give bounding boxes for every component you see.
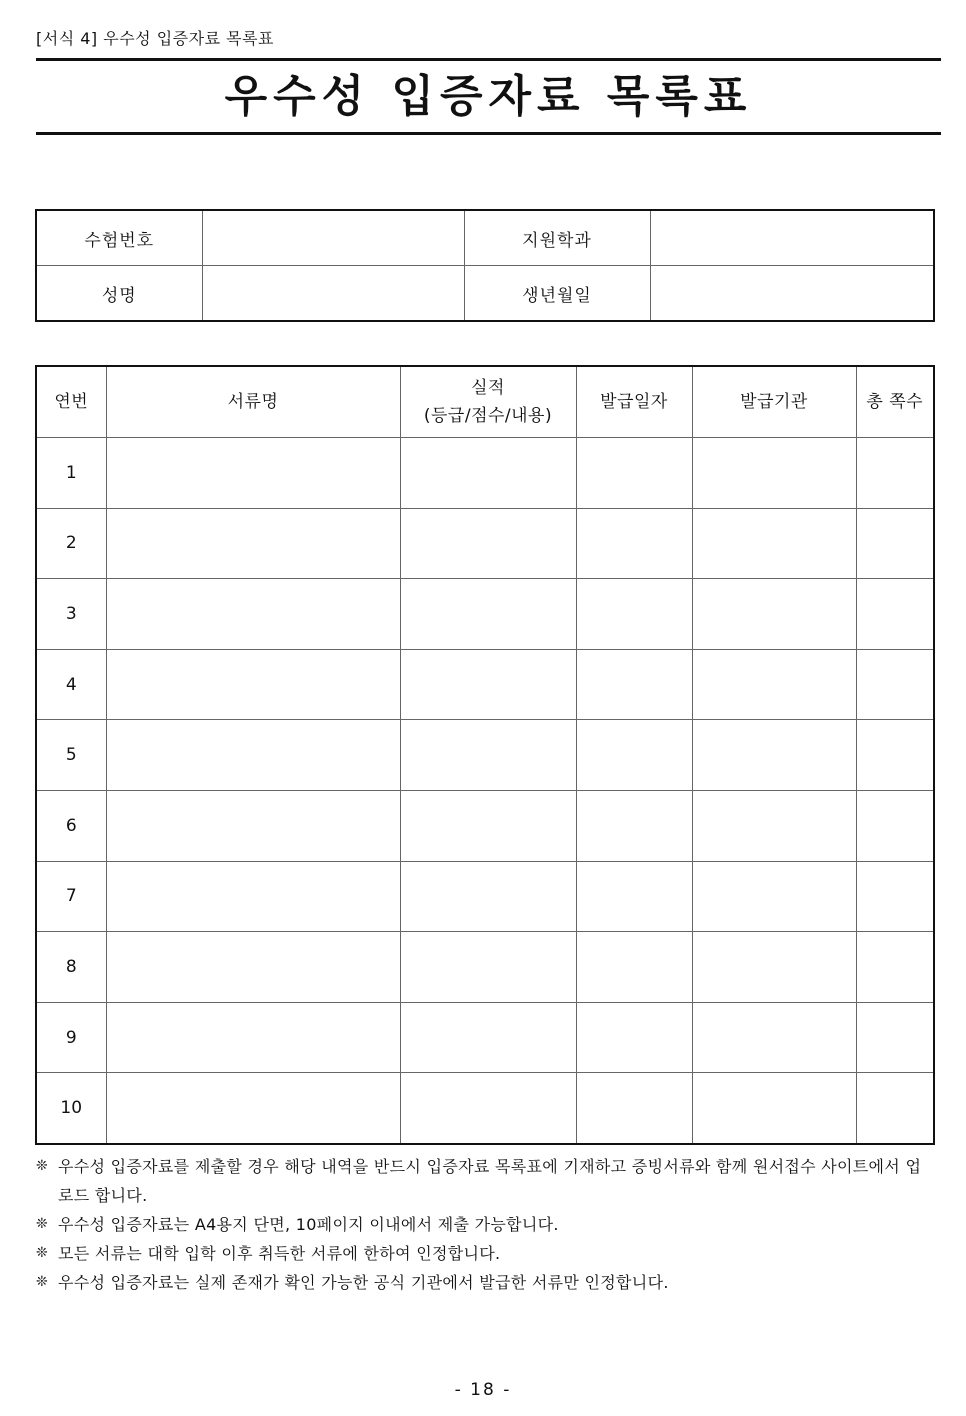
issuer-cell[interactable]	[692, 579, 856, 650]
achievement-cell[interactable]	[400, 579, 576, 650]
document-name-cell[interactable]	[106, 790, 400, 861]
title-bottom-rule	[36, 132, 941, 135]
note-text: 우수성 입증자료는 A4용지 단면, 10페이지 이내에서 제출 가능합니다.	[58, 1215, 559, 1234]
note-text: 우수성 입증자료는 실제 존재가 확인 가능한 공식 기관에서 발급한 서류만 인정합니다.	[58, 1273, 669, 1292]
form-number-label: [서식 4] 우수성 입증자료 목록표	[36, 29, 274, 48]
evidence-header-row	[36, 366, 934, 438]
achievement-cell[interactable]	[400, 861, 576, 932]
note-item	[36, 1210, 936, 1239]
achievement-cell[interactable]	[400, 1002, 576, 1073]
total-pages-cell[interactable]	[856, 579, 934, 650]
issue-date-cell[interactable]	[576, 861, 692, 932]
total-pages-cell[interactable]	[856, 720, 934, 791]
total-pages-cell[interactable]	[856, 438, 934, 509]
reference-mark-icon: ❊	[36, 1216, 49, 1232]
birthdate-field[interactable]	[650, 266, 934, 322]
issuer-cell[interactable]	[692, 1073, 856, 1144]
header-issue-date: 발급일자	[576, 366, 692, 438]
total-pages-cell[interactable]	[856, 1073, 934, 1144]
issue-date-cell[interactable]	[576, 1002, 692, 1073]
page-number: - 18 -	[454, 1380, 512, 1400]
row-number: 7	[36, 861, 106, 932]
row-number: 4	[36, 649, 106, 720]
header-achievement-title: 실적	[471, 378, 505, 398]
header-document-name: 서류명	[106, 366, 400, 438]
evidence-list-table	[35, 365, 935, 1145]
total-pages-cell[interactable]	[856, 932, 934, 1003]
document-name-cell[interactable]	[106, 508, 400, 579]
exam-number-label: 수험번호	[36, 210, 202, 266]
achievement-cell[interactable]	[400, 932, 576, 1003]
document-name-cell[interactable]	[106, 438, 400, 509]
name-field[interactable]	[202, 266, 464, 322]
achievement-cell[interactable]	[400, 1073, 576, 1144]
table-row	[36, 438, 934, 509]
note-item	[36, 1152, 936, 1210]
document-name-cell[interactable]	[106, 932, 400, 1003]
table-row	[36, 861, 934, 932]
reference-mark-icon: ❊	[36, 1158, 49, 1174]
birthdate-label: 생년월일	[464, 266, 650, 322]
achievement-cell[interactable]	[400, 790, 576, 861]
achievement-cell[interactable]	[400, 649, 576, 720]
evidence-table-body	[36, 438, 934, 1144]
issuer-cell[interactable]	[692, 720, 856, 791]
reference-mark-icon: ❊	[36, 1274, 49, 1290]
page-title: 우수성 입증자료 목록표	[224, 71, 753, 122]
table-row	[36, 790, 934, 861]
document-name-cell[interactable]	[106, 579, 400, 650]
achievement-cell[interactable]	[400, 438, 576, 509]
name-label: 성명	[36, 266, 202, 322]
applicant-info-row	[36, 266, 934, 322]
reference-mark-icon: ❊	[36, 1245, 49, 1261]
department-field[interactable]	[650, 210, 934, 266]
issuer-cell[interactable]	[692, 861, 856, 932]
total-pages-cell[interactable]	[856, 1002, 934, 1073]
note-text: 모든 서류는 대학 입학 이후 취득한 서류에 한하여 인정합니다.	[58, 1244, 501, 1263]
title-top-rule	[36, 58, 941, 61]
note-text: 우수성 입증자료를 제출할 경우 해당 내역을 반드시 입증자료 목록표에 기재하고 증빙서류와 함께 원서접수 사이트에서 업로드 합니다.	[58, 1157, 922, 1205]
row-number: 9	[36, 1002, 106, 1073]
document-name-cell[interactable]	[106, 649, 400, 720]
applicant-info-table	[35, 209, 935, 322]
document-name-cell[interactable]	[106, 1073, 400, 1144]
table-row	[36, 932, 934, 1003]
header-issuer: 발급기관	[692, 366, 856, 438]
document-name-cell[interactable]	[106, 861, 400, 932]
table-row	[36, 1002, 934, 1073]
issue-date-cell[interactable]	[576, 649, 692, 720]
issuer-cell[interactable]	[692, 790, 856, 861]
row-number: 3	[36, 579, 106, 650]
row-number: 10	[36, 1073, 106, 1144]
total-pages-cell[interactable]	[856, 861, 934, 932]
document-name-cell[interactable]	[106, 1002, 400, 1073]
issuer-cell[interactable]	[692, 932, 856, 1003]
department-label: 지원학과	[464, 210, 650, 266]
issuer-cell[interactable]	[692, 1002, 856, 1073]
note-item	[36, 1239, 936, 1268]
issuer-cell[interactable]	[692, 438, 856, 509]
header-achievement-detail: (등급/점수/내용)	[423, 406, 553, 426]
table-row	[36, 579, 934, 650]
total-pages-cell[interactable]	[856, 508, 934, 579]
issuer-cell[interactable]	[692, 649, 856, 720]
table-row	[36, 720, 934, 791]
notes-section	[36, 1152, 936, 1297]
document-name-cell[interactable]	[106, 720, 400, 791]
achievement-cell[interactable]	[400, 720, 576, 791]
exam-number-field[interactable]	[202, 210, 464, 266]
issuer-cell[interactable]	[692, 508, 856, 579]
applicant-info-row	[36, 210, 934, 266]
row-number: 8	[36, 932, 106, 1003]
issue-date-cell[interactable]	[576, 508, 692, 579]
note-item	[36, 1268, 936, 1297]
table-row	[36, 508, 934, 579]
issue-date-cell[interactable]	[576, 579, 692, 650]
row-number: 2	[36, 508, 106, 579]
header-achievement	[400, 366, 576, 438]
table-row	[36, 1073, 934, 1144]
issue-date-cell[interactable]	[576, 932, 692, 1003]
total-pages-cell[interactable]	[856, 790, 934, 861]
row-number: 5	[36, 720, 106, 791]
total-pages-cell[interactable]	[856, 649, 934, 720]
issue-date-cell[interactable]	[576, 1073, 692, 1144]
issue-date-cell[interactable]	[576, 720, 692, 791]
table-row	[36, 649, 934, 720]
issue-date-cell[interactable]	[576, 790, 692, 861]
header-total-pages: 총 쪽수	[856, 366, 934, 438]
row-number: 1	[36, 438, 106, 509]
header-no: 연번	[36, 366, 106, 438]
row-number: 6	[36, 790, 106, 861]
issue-date-cell[interactable]	[576, 438, 692, 509]
achievement-cell[interactable]	[400, 508, 576, 579]
